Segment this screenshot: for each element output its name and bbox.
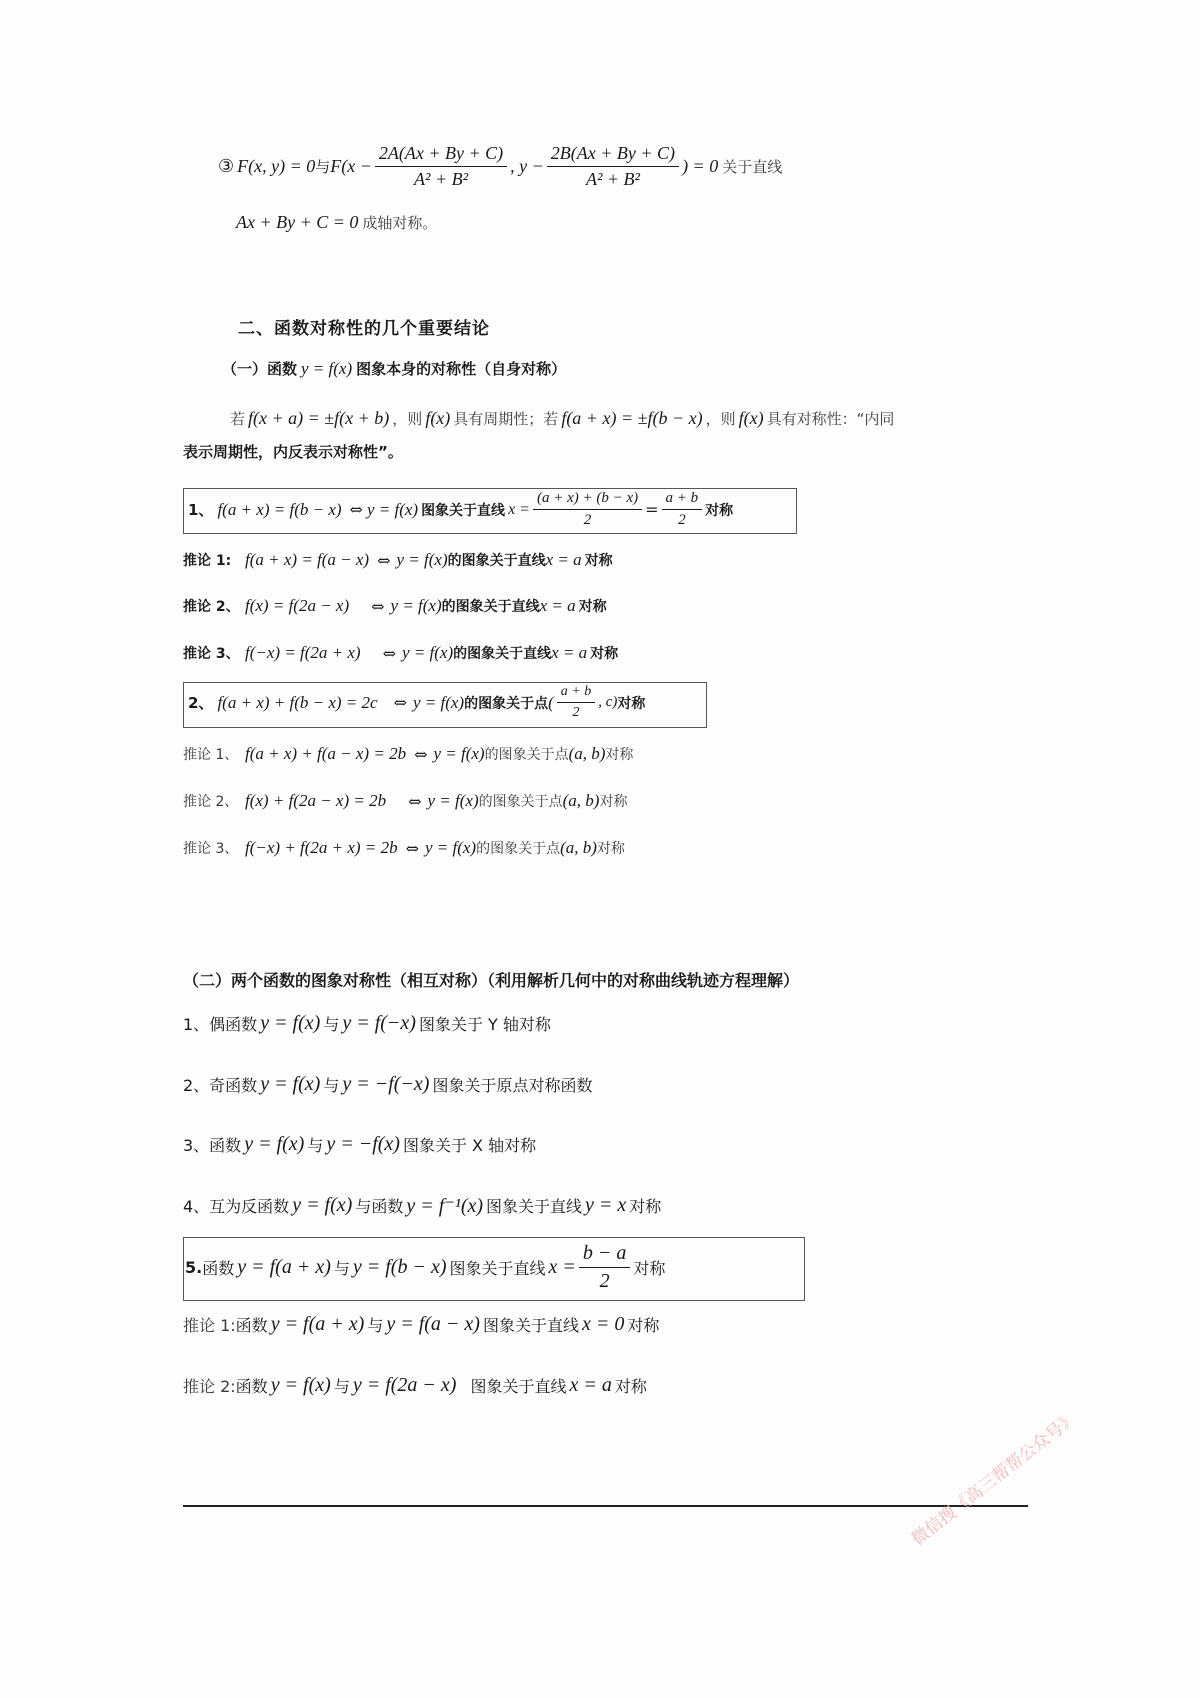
corollary-function: y = f(x) [433,744,485,763]
rule-5-math-1: y = f(a + x) [237,1256,331,1278]
subheading-1 [222,358,566,379]
item-math-2: y = −f(−x) [342,1073,430,1095]
corollary-mid: 与 [367,1316,384,1335]
corollary-target: (a, b) [568,744,606,763]
rule-2 [188,684,645,721]
corollary-text-0: 函数 [235,1377,268,1396]
corollary-1-3 [183,643,618,663]
rule-1-math-1: f(a + x) = f(b − x) [217,499,342,519]
item-math-1: y = f(x) [292,1194,353,1216]
corollary-2-1 [183,744,633,764]
item-mid: 与函数 [355,1197,404,1216]
rule-1-fraction-2-num: a + b [662,490,703,510]
rule-2-math-1: f(a + x) + f(b − x) = 2c [217,692,378,712]
intro-text-3: 具有周期性；若 [453,410,559,428]
item-mid: 与 [307,1136,324,1155]
corollary-target: x = a [545,550,582,569]
watermark: 微信搜《高三帮帮公众号》 [908,1408,1082,1550]
corollary-end: 对称 [614,1377,647,1396]
corollary-end: 对称 [590,646,619,662]
fraction-1-denominator: A² + B² [414,169,468,189]
item-math-2: y = f⁻¹(x) [406,1195,484,1217]
rule-5-x-eq: x = [548,1256,576,1278]
rule-1 [188,490,733,529]
circle-number-3: ③ [218,156,235,177]
rule-2-text-1: 的图象关于点 [464,695,549,712]
corollary-label: 推论 2、 [183,794,239,810]
formula-3-line1 [218,143,782,190]
rule-5-fraction-num: b − a [579,1242,631,1268]
item-mid: 与 [323,1015,340,1034]
math-line-eq: Ax + By + C = 0 [236,212,359,232]
corollary-math: f(a + x) = f(a − x) [245,550,370,569]
corollary-label: 推论 3、 [183,841,239,857]
corollary-math: f(−x) = f(2a + x) [245,643,361,662]
rule-1-fraction-2 [662,490,703,529]
corollary-math-1: y = f(x) [270,1374,331,1396]
text-about-line: 关于直线 [722,158,783,176]
corollary-text-0: 函数 [235,1316,268,1335]
corollary-function: y = f(x) [402,643,454,662]
corollary-label: 推论 1、 [183,747,239,763]
intro-text-2: ，则 [392,410,423,428]
rule-1-text-2: 对称 [705,502,734,519]
rule-5-text-0: 函数 [202,1259,235,1278]
corollary-text: 的图象关于直线 [453,646,552,662]
fraction-1 [375,143,507,190]
corollary-label: 推论 2、 [183,599,240,615]
corollary-function: y = f(x) [427,791,479,810]
item-prefix: 1、偶函数 [183,1015,258,1034]
rule-1-fraction-1 [533,490,642,529]
corollary-function: y = f(x) [424,838,477,857]
corollary-end: 对称 [599,794,628,810]
text-with: 与 [315,158,331,176]
corollary-text: 的图象关于点 [484,747,569,763]
rule-1-equals: = [645,500,659,519]
corollary-text: 的图象关于点 [476,841,561,857]
text-axis-symmetric: 成轴对称。 [362,214,438,232]
item-suffix: 图象关于原点对称函数 [432,1076,593,1095]
rule-2-text-2: 对称 [617,695,646,712]
footer-divider [183,1505,1028,1507]
corollary-5-1 [183,1313,659,1336]
item-end: 对称 [629,1197,662,1216]
corollary-2-2 [183,791,627,811]
rule-1-number: 1、 [188,501,214,519]
corollary-text: 的图象关于直线 [441,599,540,615]
rule-2-iff: ⇔ [393,693,407,712]
rule-2-close: , c) [598,694,618,710]
rule-5-fraction-den: 2 [599,1270,610,1292]
rule-5-math-2: y = f(b − x) [352,1256,447,1278]
item-math-2: y = −f(x) [326,1133,400,1155]
corollary-target: (a, b) [560,838,597,857]
subheading-2: （二）两个函数的图象对称性（相互对称）（利用解析几何中的对称曲线轨迹方程理解） [183,971,800,990]
corollary-math-1: y = f(a + x) [270,1313,365,1335]
iff-arrow: ⇔ [382,643,397,663]
corollary-target: x = a [539,596,576,615]
corollary-label: 推论 3、 [183,646,240,662]
corollary-math-2: y = f(2a − x) [352,1374,457,1396]
rule-2-fraction [557,684,595,721]
formula-3-line2 [236,212,437,233]
rule-2-fraction-num: a + b [557,684,595,703]
rule-1-fraction-2-den: 2 [678,512,686,528]
subheading-1-suffix: 图象本身的对称性（自身对称） [356,360,567,378]
corollary-end: 对称 [627,1316,660,1335]
rule-5-number: 5. [185,1258,203,1277]
rule-2-open: ( [548,692,554,712]
corollary-end: 对称 [596,841,625,857]
corollary-end: 对称 [578,599,607,615]
fraction-2-numerator: 2B(Ax + By + C) [547,143,679,167]
iff-arrow: ⇔ [377,550,391,570]
corollary-function: y = f(x) [390,596,442,615]
intro-text-5: 具有对称性：“内同 [766,410,895,428]
math-y-minus: , y − [510,156,544,176]
rule-5-fraction [579,1242,631,1293]
item-suffix: 图象关于 Y 轴对称 [418,1015,551,1034]
item-2-3 [183,1133,536,1156]
corollary-math: f(−x) + f(2a + x) = 2b [245,838,398,857]
rule-5-text-1: 图象关于直线 [449,1259,546,1278]
iff-arrow: ⇔ [371,596,385,616]
iff-arrow: ⇔ [405,838,419,858]
item-2-2 [183,1073,592,1096]
corollary-text: 图象关于直线 [470,1377,567,1396]
item-math-1: y = f(x) [260,1012,321,1034]
corollary-math: f(x) = f(2a − x) [245,596,350,615]
corollary-1-1 [183,550,613,570]
corollary-text: 的图象关于点 [478,794,563,810]
corollary-label: 推论 1: [183,553,232,569]
rule-1-math-2: y = f(x) [366,499,419,519]
fraction-2 [547,143,679,190]
rule-5 [185,1242,665,1293]
corollary-math: f(a + x) + f(a − x) = 2b [245,744,407,763]
iff-arrow: ⇔ [414,744,428,764]
item-suffix: 图象关于 X 轴对称 [402,1136,537,1155]
corollary-target: x = a [551,643,588,662]
item-2-4 [183,1193,661,1218]
corollary-text: 图象关于直线 [482,1316,579,1335]
item-2-1 [183,1012,551,1035]
corollary-target: x = 0 [581,1313,625,1335]
item-math-3: y = x [585,1194,627,1216]
corollary-label: 推论 2: [183,1377,236,1396]
item-prefix: 4、互为反函数 [183,1197,290,1216]
subheading-1-math: y = f(x) [301,358,353,378]
corollary-math-2: y = f(a − x) [386,1313,480,1335]
intro-math-4: f(x) [738,408,764,428]
math-F-open: F(x − [330,156,372,176]
rule-5-mid: 与 [333,1259,350,1278]
intro-line-1 [230,408,894,429]
iff-arrow: ⇔ [408,791,422,811]
corollary-text: 的图象关于直线 [447,553,546,569]
rule-2-fraction-den: 2 [572,705,580,720]
item-mid: 与 [323,1076,340,1095]
corollary-2-3 [183,838,625,858]
math-close-eq-0: ) = 0 [682,156,719,176]
section-heading-2: 二、函数对称性的几个重要结论 [238,319,490,339]
corollary-end: 对称 [605,747,634,763]
corollary-target: (a, b) [562,791,600,810]
item-prefix: 2、奇函数 [183,1076,258,1095]
corollary-math: f(x) + f(2a − x) = 2b [245,791,387,810]
corollary-target: x = a [569,1374,612,1396]
corollary-label: 推论 1: [183,1316,236,1335]
math-F-eq-0: F(x, y) = 0 [237,156,316,176]
subheading-1-prefix: （一）函数 [222,360,298,378]
corollary-1-2 [183,596,607,616]
fraction-1-numerator: 2A(Ax + By + C) [375,143,507,167]
intro-math-2: f(x) [425,408,451,428]
intro-text-4: ，则 [705,410,736,428]
rule-5-text-2: 对称 [633,1259,666,1278]
item-math-2: y = f(−x) [342,1012,416,1034]
rule-1-text-1: 图象关于直线 [421,502,506,519]
corollary-mid: 与 [333,1377,350,1396]
rule-1-fraction-1-num: (a + x) + (b − x) [533,490,642,510]
corollary-function: y = f(x) [396,550,448,569]
corollary-5-2 [183,1374,647,1397]
item-math-1: y = f(x) [244,1133,305,1155]
intro-math-1: f(x + a) = ±f(x + b) [248,408,390,428]
item-prefix: 3、函数 [183,1136,242,1155]
rule-2-math-2: y = f(x) [412,692,465,712]
item-math-1: y = f(x) [260,1073,321,1095]
corollary-end: 对称 [584,553,613,569]
intro-math-3: f(a + x) = ±f(b − x) [561,408,703,428]
rule-1-iff: ⇔ [349,500,363,519]
intro-line-2: 表示周期性，内反表示对称性”。 [183,443,403,461]
rule-1-fraction-1-den: 2 [583,512,592,528]
rule-2-number: 2、 [188,694,214,712]
fraction-2-denominator: A² + B² [585,169,640,189]
rule-1-x-eq: x = [508,500,530,518]
intro-text-1: 若 [230,410,246,428]
item-suffix: 图象关于直线 [486,1197,583,1216]
